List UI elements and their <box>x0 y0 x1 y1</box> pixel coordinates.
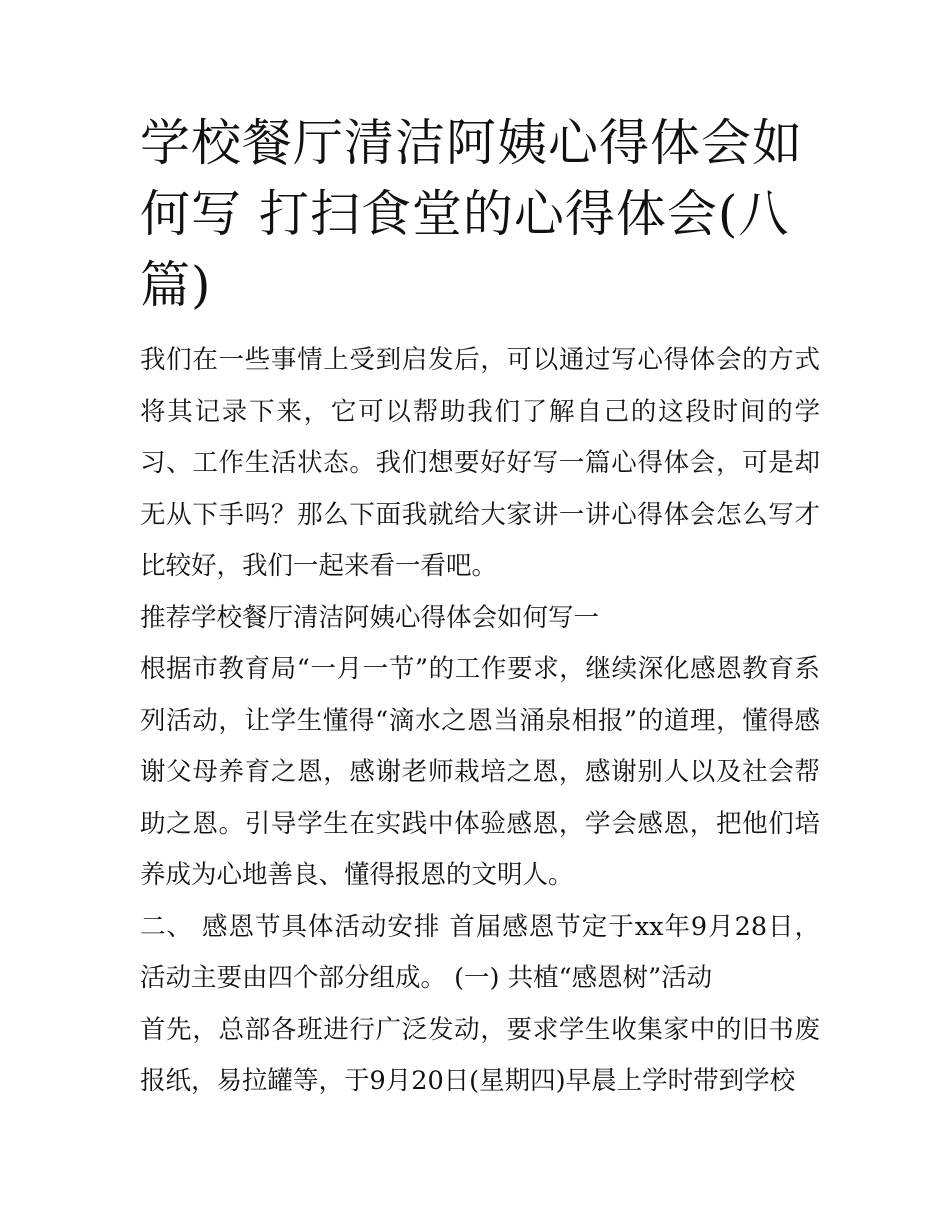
body-paragraph-purpose: 根据市教育局“一月一节”的工作要求，继续深化感恩教育系列活动，让学生懂得“滴水之恩当涌泉相报”的道理，懂得感谢父母养育之恩，感谢老师栽培之恩，感谢别人以及社会帮助之恩。引导学生在实践中体验感恩，学会感恩，把他们培养成为心地善良、懂得报恩的文明人。 <box>140 654 820 890</box>
body-paragraph-schedule: 二、 感恩节具体活动安排 首届感恩节定于xx年9月28日，活动主要由四个部分组成。 (一) 共植“感恩树”活动 <box>140 911 820 993</box>
recommend-heading: 推荐学校餐厅清洁阿姨心得体会如何写一 <box>140 602 600 633</box>
document-title: 学校餐厅清洁阿姨心得体会如何写 打扫食堂的心得体会(八篇) <box>140 114 803 314</box>
body-paragraph-tree-activity: 首先，总部各班进行广泛发动，要求学生收集家中的旧书废报纸，易拉罐等，于9月20日(星期四)早晨上学时带到学校 <box>140 1014 820 1096</box>
intro-paragraph: 我们在一些事情上受到启发后，可以通过写心得体会的方式将其记录下来，它可以帮助我们了解自己的这段时间的学习、工作生活状态。我们想要好好写一篇心得体会，可是却无从下手吗？那么下面我就给大家讲一讲心得体会怎么写才比较好，我们一起来看一看吧。 <box>140 345 820 581</box>
document-page <box>140 108 820 1108</box>
